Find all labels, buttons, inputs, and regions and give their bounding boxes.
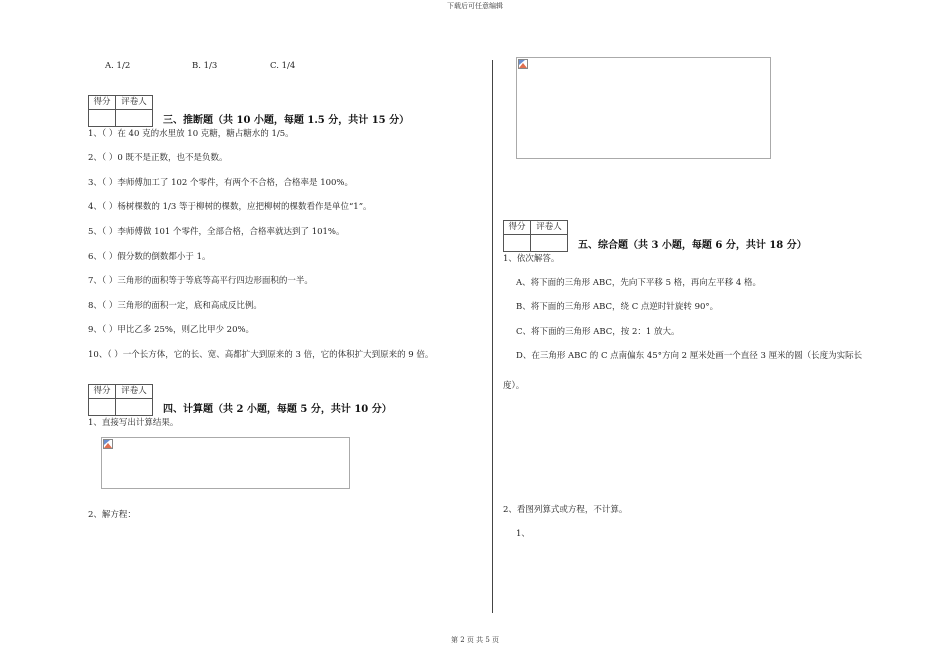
score-box-section4 [88,384,153,416]
image-placeholder [101,437,350,489]
judgement-item: 3、（ ）李师傅加工了 102 个零件，有两个不合格，合格率是 100%。 [88,178,353,188]
section4-title: 四、计算题（共 2 小题，每题 5 分，共计 10 分） [163,404,392,415]
score-box-section5 [503,220,568,252]
judgement-item: 10、（ ）一个长方体，它的长、宽、高都扩大到原来的 3 倍，它的体积扩大到原来的 9 倍。 [88,350,434,360]
score-label: 得分 [89,96,115,110]
choice-a: A. 1/2 [105,61,131,71]
judgement-item: 5、（ ）李师傅做 101 个零件，全部合格，合格率就达到了 101%。 [88,227,345,237]
score-label: 得分 [504,221,530,235]
broken-image-icon [518,59,528,69]
section5-title: 五、综合题（共 3 小题，每题 6 分，共计 18 分） [578,240,807,251]
section3-title: 三、推断题（共 10 小题，每题 1.5 分，共计 15 分） [163,115,410,126]
judgement-item: 7、（ ）三角形的面积等于等底等高平行四边形面积的一半。 [88,276,313,286]
judgement-item: 2、（ ）0 既不是正数，也不是负数。 [88,153,228,163]
reviewer-label: 评卷人 [116,385,152,399]
section5-q1: 1、依次解答。 [503,254,560,264]
section5-q2-1: 1、 [516,529,530,539]
judgement-item: 4、（ ）杨树棵数的 1/3 等于柳树的棵数，应把柳树的棵数看作是单位“1”。 [88,202,372,212]
header-note: 下载后可任意编辑 [447,2,503,10]
reviewer-label: 评卷人 [116,96,152,110]
section5-d-line1: D、在三角形 ABC 的 C 点南偏东 45°方向 2 厘米处画一个直径 3 厘米的圆（长度为实际长 [516,351,863,361]
judgement-item: 9、（ ）甲比乙多 25%，则乙比甲少 20%。 [88,325,255,335]
judgement-item: 6、（ ）假分数的倒数都小于 1。 [88,252,211,262]
section5-d-line2: 度）。 [503,381,525,391]
broken-image-icon [103,439,113,449]
reviewer-label: 评卷人 [531,221,567,235]
section5-a: A、将下面的三角形 ABC，先向下平移 5 格，再向左平移 4 格。 [516,278,762,288]
section5-q2: 2、看图列算式或方程，不计算。 [503,505,628,515]
judgement-item: 1、（ ）在 40 克的水里放 10 克糖，糖占糖水的 1/5。 [88,129,294,139]
choice-c: C. 1/4 [270,61,296,71]
score-box-section3 [88,95,153,127]
choice-b: B. 1/3 [192,61,218,71]
section4-q2: 2、解方程： [88,510,136,520]
section5-b: B、将下面的三角形 ABC，绕 C 点逆时针旋转 90°。 [516,302,719,312]
column-divider [492,60,493,613]
section5-c: C、将下面的三角形 ABC，按 2：1 放大。 [516,327,680,337]
page-number: 第 2 页 共 5 页 [450,636,500,644]
score-label: 得分 [89,385,115,399]
judgement-item: 8、（ ）三角形的面积一定，底和高成反比例。 [88,301,262,311]
section4-q1: 1、直接写出计算结果。 [88,418,179,428]
image-placeholder [516,57,771,159]
